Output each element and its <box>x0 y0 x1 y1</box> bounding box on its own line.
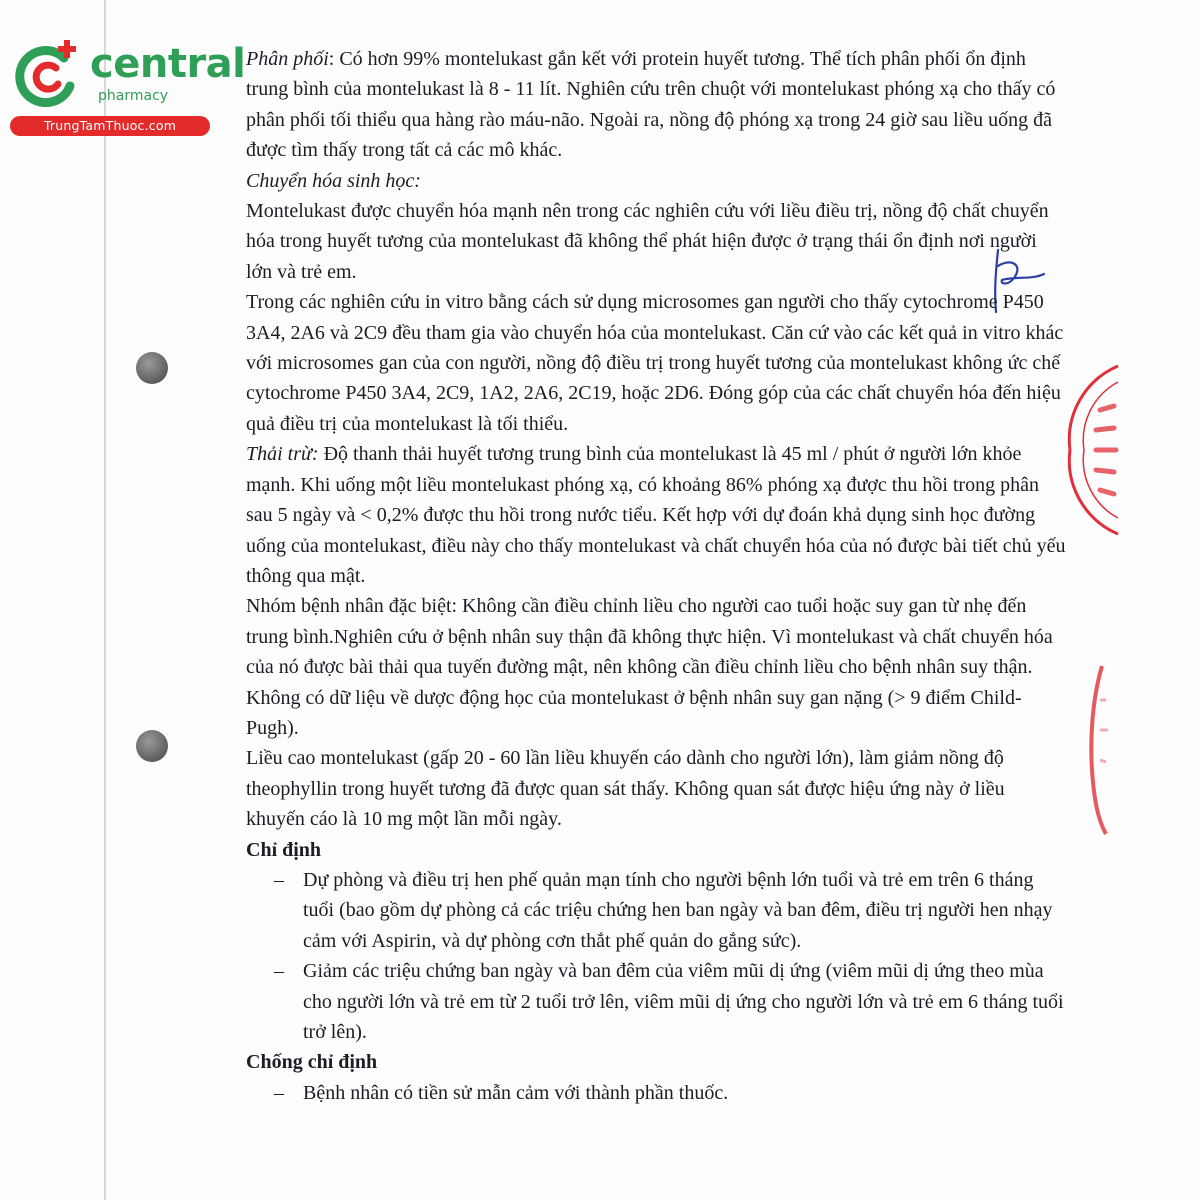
list-item <box>246 865 1066 956</box>
thai-tru-paragraph <box>246 439 1066 591</box>
company-stamp <box>1060 360 1120 540</box>
faded-stamp <box>1072 660 1112 840</box>
lieu-cao-paragraph: Liều cao montelukast (gấp 20 - 60 lần liều khuyến cáo dành cho người lớn), làm giảm nồng độ theophyllin trong huyết tương đã được quan sát thấy. Không quan sát được hiệu ứng này ở liều khuyến cáo là 10 mg một lần mỗi ngày. <box>246 747 1005 831</box>
bullet-dash: – <box>274 1081 284 1104</box>
chi-dinh-item-1: Dự phòng và điều trị hen phế quản mạn tính cho người bệnh lớn tuổi và trẻ em trên 6 tháng tuổi (bao gồm dự phòng cả các triệu chứng hen ban ngày và ban đêm, điều trị người hen nhạy cảm với Aspirin, và dự phòng cơn thắt phế quản do gắng sức). <box>303 868 1053 952</box>
logo-brand-name: central <box>90 41 246 87</box>
chi-dinh-heading: Chỉ định <box>246 838 322 861</box>
page-fold-line <box>104 0 106 1200</box>
chuyen-hoa-label: Chuyển hóa sinh học: <box>246 169 421 192</box>
thai-tru-label: Thải trừ: <box>246 443 319 466</box>
thai-tru-text: Độ thanh thải huyết tương trung bình của montelukast là 45 ml / phút ở người lớn khỏe mạnh. Khi uống một liều montelukast phóng xạ, có khoảng 86% phóng xạ được thu hồi trong phân sau 5 ngày và < 0,2% được thu hồi trong nước tiểu. Kết hợp với dự đoán khả dụng sinh học đường uống của montelukast, điều này cho thấy montelukast và chất chuyển hóa của nó được bài tiết chủ yếu thông qua mật. <box>246 443 1066 587</box>
chuyen-hoa-paragraph-1: Montelukast được chuyển hóa mạnh nên trong các nghiên cứu với liều điều trị, nồng độ chất chuyển hóa trong huyết tương của montelukast đã không thể phát hiện được ở trạng thái ổn định nơi người lớn và trẻ em. <box>246 200 1049 283</box>
logo-website[interactable]: TrungTamThuoc.com <box>10 116 210 136</box>
chuyen-hoa-paragraph-2: Trong các nghiên cứu in vitro bằng cách sử dụng microsomes gan người cho thấy cytochrome P450 3A4, 2A6 và 2C9 đều tham gia vào chuyển hóa của montelukast. Căn cứ vào các kết quả in vitro khác với microsomes gan của con người, nồng độ điều trị trong huyết tương của montelukast không ức chế cytochrome P450 3A4, 2C9, 1A2, 2A6, 2C19, hoặc 2D6. Đóng góp của các chất chuyển hóa đến hiệu quả điều trị của montelukast là tối thiểu. <box>246 291 1064 435</box>
logo-subtitle: pharmacy <box>98 88 169 104</box>
list-item <box>246 956 1066 1047</box>
punch-hole-top <box>136 352 168 384</box>
punch-hole-bottom <box>136 730 168 762</box>
nhom-dac-biet-paragraph: Nhóm bệnh nhân đặc biệt: Không cần điều chỉnh liều cho người cao tuổi hoặc suy gan từ nhẹ đến trung bình.Nghiên cứu ở bệnh nhân suy thận đã không thực hiện. Vì montelukast và chất chuyển hóa của nó được bài thải qua tuyến đường mật, nên không cần điều chỉnh liều cho bệnh nhân suy thận. Không có dữ liệu về dược động học của montelukast ở bệnh nhân suy gan nặng (> 9 điểm Child-Pugh). <box>246 595 1053 739</box>
bullet-dash: – <box>274 868 284 891</box>
list-item <box>246 1078 1066 1108</box>
chong-chi-dinh-item-1: Bệnh nhân có tiền sử mẫn cảm với thành phần thuốc. <box>303 1081 729 1104</box>
chi-dinh-item-2: Giảm các triệu chứng ban ngày và ban đêm của viêm mũi dị ứng (viêm mũi dị ứng theo mùa cho người lớn và trẻ em từ 2 tuổi trở lên, viêm mũi dị ứng cho người lớn và trẻ em 6 tháng tuổi trở lên). <box>303 960 1064 1043</box>
phan-phoi-text: : Có hơn 99% montelukast gắn kết với protein huyết tương. Thể tích phân phối ổn định trung bình của montelukast là 8 - 11 lít. Nghiên cứu trên chuột với montelukast phóng xạ cho thấy có phân phối tối thiểu qua hàng rào máu-não. Ngoài ra, nồng độ phóng xạ trong 24 giờ sau liều uống đã được tìm thấy trong tất cả các mô khác. <box>246 48 1056 162</box>
chong-chi-dinh-heading: Chống chỉ định <box>246 1051 378 1074</box>
pharmacy-cross-icon <box>10 38 86 114</box>
document-body <box>246 44 1066 1108</box>
phan-phoi-label: Phân phối <box>246 48 329 70</box>
phan-phoi-paragraph <box>246 44 1066 166</box>
bullet-dash: – <box>274 960 284 983</box>
central-pharmacy-logo[interactable] <box>10 36 246 136</box>
